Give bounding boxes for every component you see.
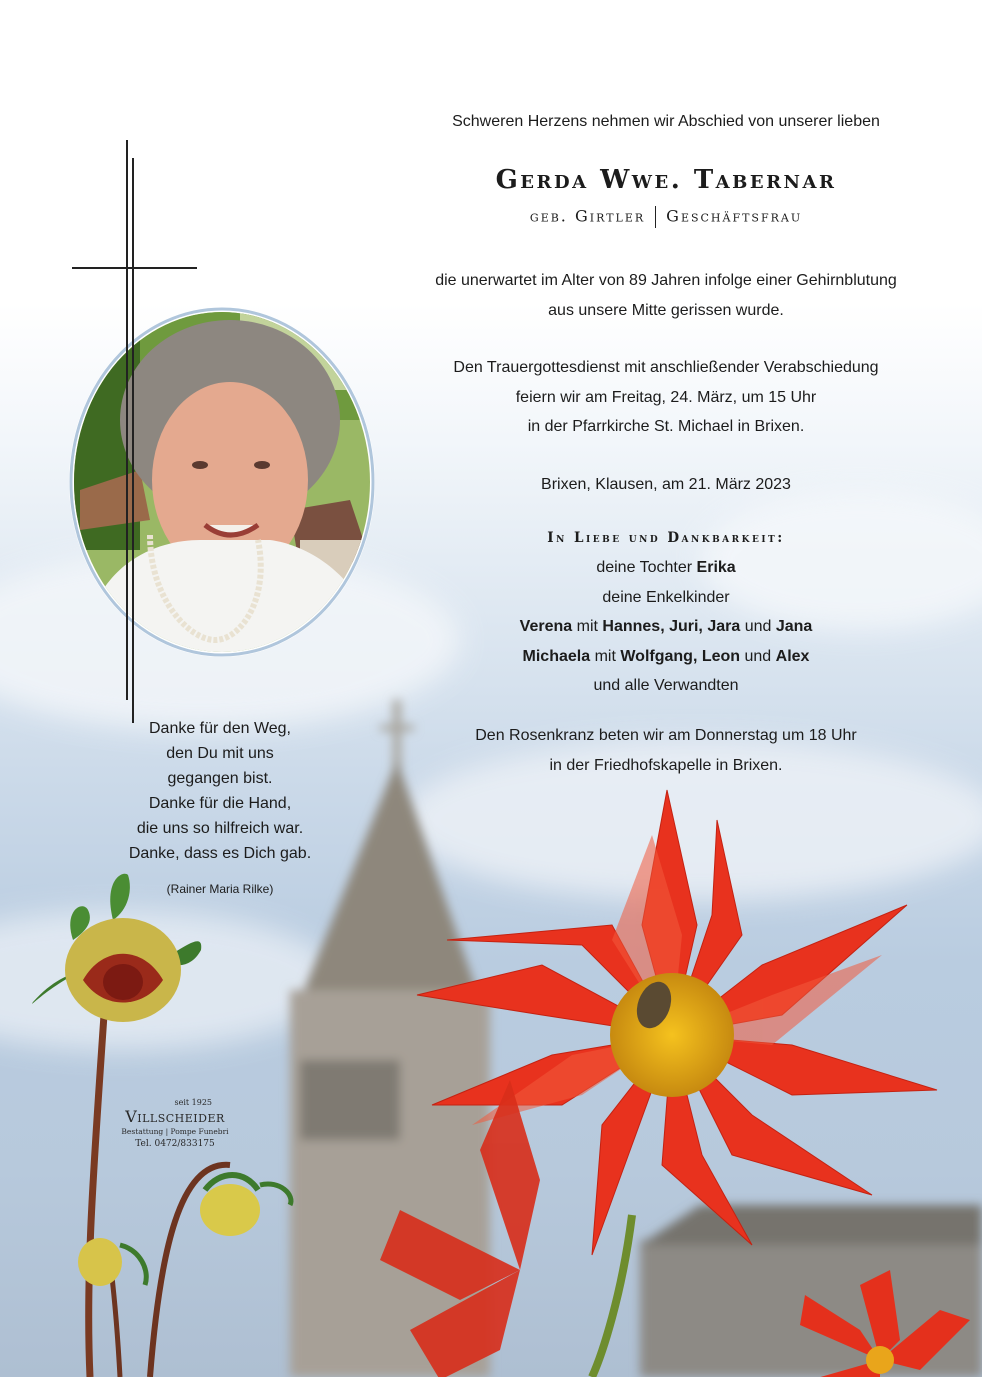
place-date: Brixen, Klausen, am 21. März 2023 <box>541 476 791 493</box>
mourner-line: deine Tochter Erika <box>596 559 736 576</box>
poem-author: (Rainer Maria Rilke) <box>166 882 274 896</box>
undertaker-logo <box>100 1098 250 1149</box>
cross-vertical-line-2 <box>132 158 134 723</box>
cross-vertical-line <box>126 140 128 700</box>
intro-text: Schweren Herzens nehmen wir Abschied von unserer lieben <box>452 113 880 130</box>
undertaker-tagline: Bestattung | Pompe Funebri <box>121 1127 229 1136</box>
mourner-line: Verena mit Hannes, Juri, Jara und Jana <box>519 618 813 635</box>
poem <box>100 716 340 866</box>
mourner-name: Erika <box>696 559 736 576</box>
death-notice <box>410 266 922 325</box>
mourners-list <box>410 553 922 701</box>
poem-line: Danke für den Weg, <box>148 720 291 737</box>
service-line: feiern wir am Freitag, 24. März, um 15 Uhr <box>515 388 817 406</box>
subtitle <box>410 206 922 228</box>
rosary-info <box>410 721 922 780</box>
birth-name: geb. Girtler <box>529 206 646 226</box>
poem-line: gegangen bist. <box>167 770 273 787</box>
death-line: aus unsere Mitte gerissen wurde. <box>548 301 784 319</box>
service-line: Den Trauergottesdienst mit anschließender Verabschiedung <box>453 359 879 376</box>
poem-line: die uns so hilfreich war. <box>136 820 304 837</box>
poem-line: Danke für die Hand, <box>148 795 292 812</box>
undertaker-phone: Tel. 0472/833175 <box>135 1139 215 1149</box>
poem-line: den Du mit uns <box>166 745 274 762</box>
mourner-line: Michaela mit Wolfgang, Leon und Alex <box>522 647 810 665</box>
death-line: die unerwartet im Alter von 89 Jahren infolge einer Gehirnblutung <box>435 272 897 289</box>
service-line: in der Pfarrkirche St. Michael in Brixen. <box>527 418 805 435</box>
mourner-line: deine Enkelkinder <box>602 588 730 606</box>
poem-line: Danke, dass es Dich gab. <box>128 845 312 862</box>
deceased-name: Gerda Wwe. Tabernar <box>495 165 837 195</box>
service-info <box>410 353 922 442</box>
rosary-line: Den Rosenkranz beten wir am Donnerstag um 18 Uhr <box>475 727 857 744</box>
undertaker-name: Villscheider <box>125 1107 225 1126</box>
small-bud <box>78 1175 291 1286</box>
cross-horizontal-line <box>72 267 197 269</box>
undertaker-since: seit 1925 <box>174 1098 212 1107</box>
mourners-heading: In Liebe und Dankbarkeit: <box>547 530 785 546</box>
rosary-line: in der Friedhofskapelle in Brixen. <box>549 756 783 774</box>
profession: Geschäftsfrau <box>666 206 803 226</box>
subtitle-divider <box>655 206 656 228</box>
mourner-line: und alle Verwandten <box>593 677 739 694</box>
